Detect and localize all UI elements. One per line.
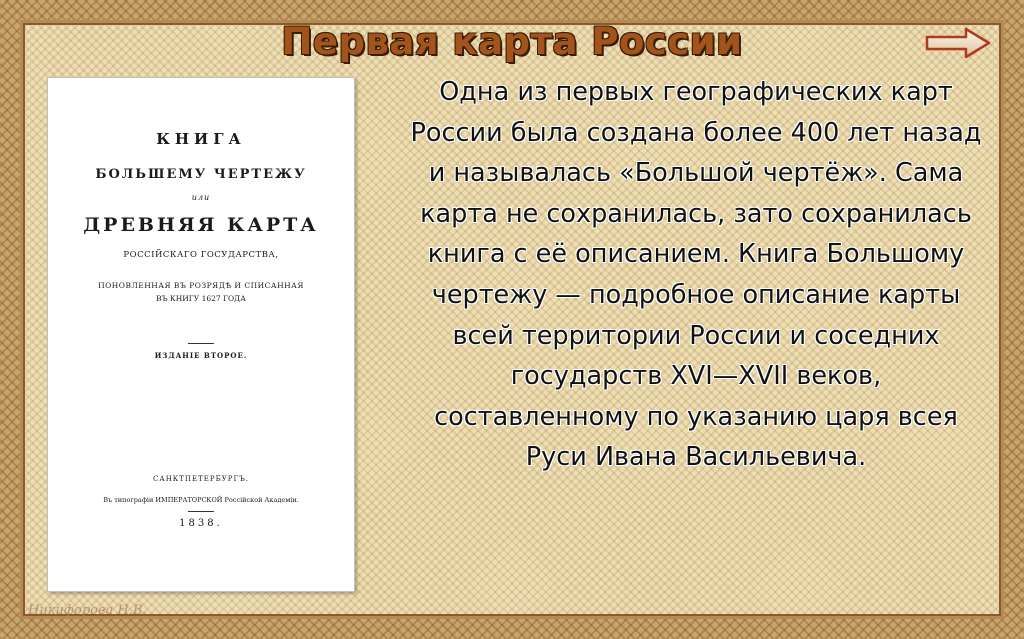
- book-divider: [188, 511, 214, 512]
- book-line-gosudarstva: РОССІЙСКАГО ГОСУДАРСТВА,: [123, 250, 279, 260]
- book-year: 1838.: [179, 518, 223, 529]
- book-cover-image: [47, 77, 355, 592]
- author-credit: Никифорова Н.В.: [28, 603, 147, 618]
- next-arrow-icon[interactable]: [924, 26, 992, 60]
- book-line-ili: или: [191, 193, 211, 202]
- book-edition: ИЗДАНІЕ ВТОРОЕ.: [154, 351, 248, 360]
- book-city: САНКТПЕТЕРБУРГЪ.: [153, 475, 249, 483]
- book-line-chertezh: БОЛЬШЕМУ ЧЕРТЕЖУ: [95, 167, 307, 182]
- book-divider: [188, 343, 214, 344]
- book-line-kniga: КНИГА: [156, 130, 246, 148]
- slide-title: Первая карта России: [281, 20, 743, 63]
- book-line-year-1627: ВЪ КНИГУ 1627 ГОДА: [156, 294, 246, 303]
- book-printer: Въ типографіи ИМПЕРАТОРСКОЙ Россійской Академіи.: [103, 496, 299, 504]
- book-line-karta: ДРЕВНЯЯ КАРТА: [83, 214, 319, 236]
- book-line-ponovlennaya: ПОНОВЛЕННАЯ ВЪ РОЗРЯДѢ И СПИСАННАЯ: [98, 281, 304, 290]
- slide-body-text: Одна из первых географических карт России была создана более 400 лет назад и называлась «Большой чертёж». Сама карта не сохранилась, зато сохранилась книга с её описанием. Книга Большому чертежу — подробное описание карты всей территории России и соседних государств XVI—XVII веков, составленному по указанию царя всея Руси Ивана Васильевича.: [410, 77, 982, 473]
